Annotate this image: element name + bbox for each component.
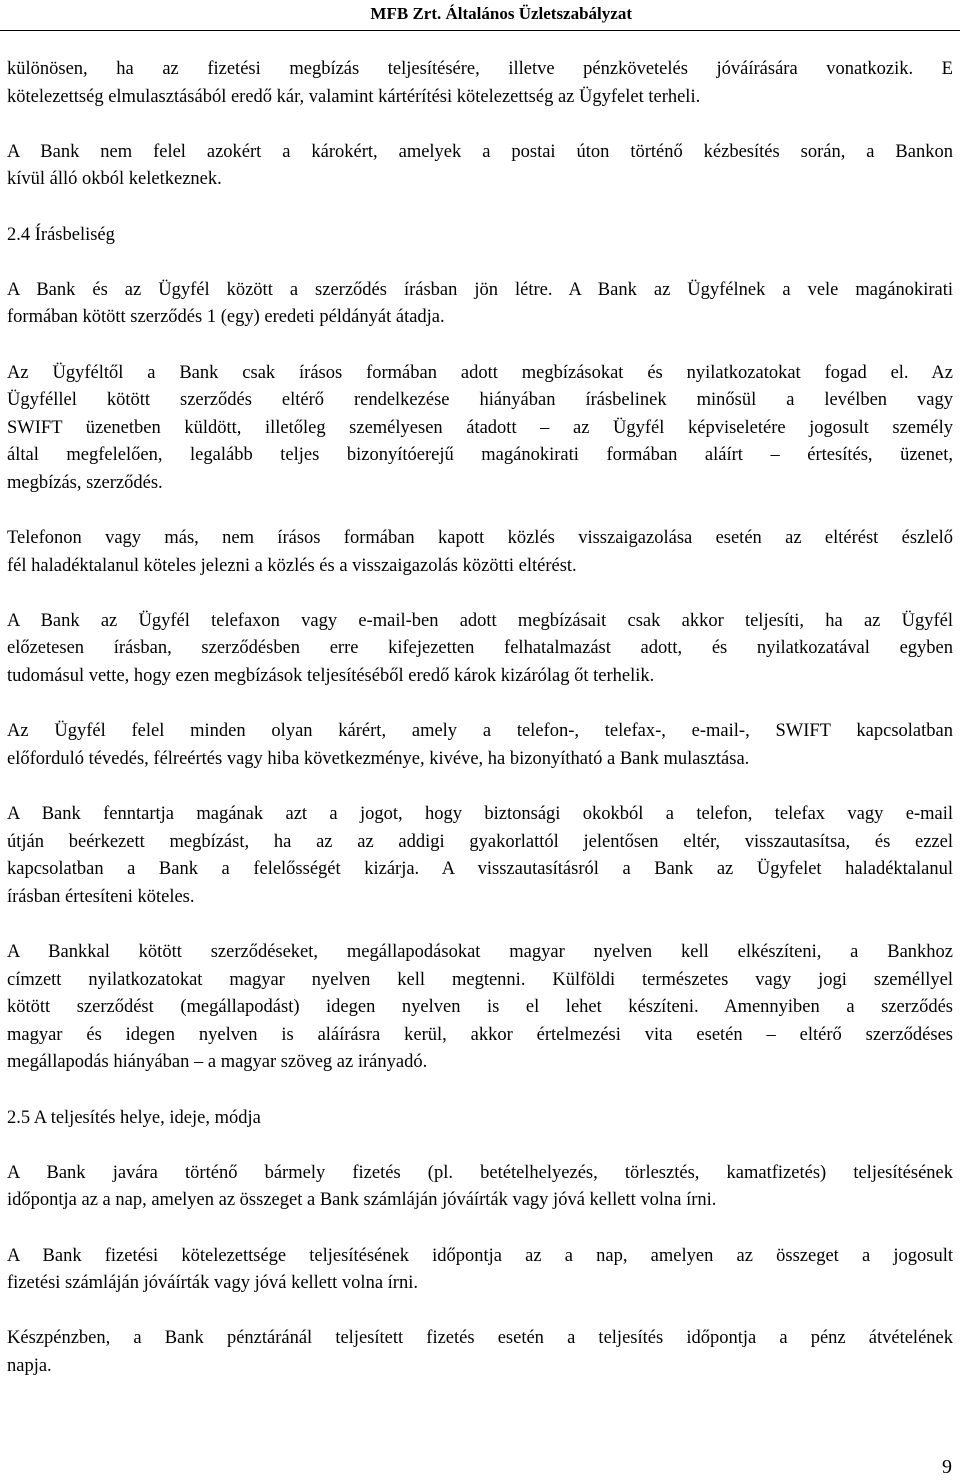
text-line: formában kötött szerződés 1 (egy) eredeti példányát átadja. [7, 307, 445, 328]
paragraph-bank-payment-obligation [7, 1243, 953, 1298]
document-body [7, 56, 953, 1381]
text-line: Ügyféllel kötött szerződés eltérő rendelkezése hiányában írásbelinek minősül a levélben vagy [7, 390, 953, 411]
text-line: Készpénzben, a Bank pénztáránál teljesített fizetés esetén a teljesítés időpontja a pénz átvételének [7, 1328, 953, 1349]
text-line: megállapodás hiányában – a magyar szöveg az irányadó. [7, 1052, 428, 1073]
text-line: megbízás, szerződés. [7, 472, 163, 493]
text-line: különösen, ha az fizetési megbízás teljesítésére, illetve pénzkövetelés jóváírására vonatkozik. E [7, 59, 953, 79]
text-line: A Bank fizetési kötelezettsége teljesítésének időpontja az a nap, amelyen az összeget a jogosult [7, 1245, 953, 1266]
paragraph-contract-language [7, 939, 953, 1077]
text-line: fél haladéktalanul köteles jelezni a közlés és a visszaigazolás közötti eltérést. [7, 555, 577, 576]
paragraph-cash-payment [7, 1325, 953, 1380]
text-line: kívül álló okból keletkeznek. [7, 169, 222, 190]
text-line: által megfelelően, legalább teljes bizonyítóerejű magánokirati formában aláírt – értesítés, üzenet, [7, 445, 953, 466]
header-rule [0, 30, 960, 31]
text-line: A Bank javára történő bármely fizetés (pl. betételhelyezés, törlesztés, kamatfizetés) teljesítésének [7, 1162, 953, 1183]
text-line: időpontja az a nap, amelyen az összeget a Bank számláján jóváírták vagy jóvá kellett volna írni. [7, 1190, 717, 1211]
text-line: A Bank és az Ügyfél között a szerződés írásban jön létre. A Bank az Ügyfélnek a vele magánokirati [7, 279, 953, 300]
document-header: MFB Zrt. Általános Üzletszabályzat [370, 4, 632, 23]
text-line: SWIFT üzenetben küldött, illetőleg személyesen átadott – az Ügyfél képviseletére jogosult személy [7, 417, 953, 438]
page-number: 9 [942, 1456, 952, 1478]
paragraph-postal-damage [7, 139, 953, 194]
text-line: kötelezettség elmulasztásából eredő kár, valamint kártérítési kötelezettség az Ügyfelet terheli. [7, 86, 701, 107]
text-line: Az Ügyfél felel minden olyan kárért, amely a telefon-, telefax-, e-mail-, SWIFT kapcsolatban [7, 721, 953, 742]
paragraph-client-liability [7, 718, 953, 773]
paragraph-written-orders [7, 360, 953, 498]
text-line: magyar és idegen nyelven is aláírásra kerül, akkor értelmezési vita esetén – eltérő szerződéses [7, 1024, 953, 1045]
text-line: Az Ügyféltől a Bank csak írásos formában adott megbízásokat és nyilatkozatokat fogad el. Az [7, 362, 953, 383]
paragraph-written-contract [7, 277, 953, 332]
paragraph-delivery-liability [7, 56, 953, 111]
text-line: fizetési számláján jóváírták vagy jóvá kellett volna írni. [7, 1273, 418, 1294]
section-heading-2-4: 2.4 Írásbeliség [7, 224, 115, 245]
text-line: előforduló tévedés, félreértés vagy hiba következménye, kivéve, ha bizonyítható a Bank mulasztása. [7, 748, 750, 769]
paragraph-security-rejection [7, 801, 953, 911]
text-line: előzetesen írásban, szerződésben erre kifejezetten felhatalmazást adott, és nyilatkozatával egyben [7, 638, 953, 659]
text-line: napja. [7, 1355, 52, 1376]
paragraph-phone-confirmation [7, 525, 953, 580]
text-line: A Bankkal kötött szerződéseket, megállapodásokat magyar nyelven kell elkészíteni, a Bankhoz [7, 942, 953, 962]
section-heading-2-5: 2.5 A teljesítés helye, ideje, módja [7, 1107, 261, 1128]
paragraph-fax-email-orders [7, 608, 953, 691]
paragraph-payment-to-bank [7, 1160, 953, 1215]
text-line: tudomásul vette, hogy ezen megbízások teljesítéséből eredő károk kizárólag őt terhelik. [7, 666, 655, 687]
text-line: kapcsolatban a Bank a felelősségét kizárja. A visszautasításról a Bank az Ügyfelet haladéktalanul [7, 859, 953, 880]
text-line: A Bank fenntartja magának azt a jogot, hogy biztonsági okokból a telefon, telefax vagy e-mail [7, 804, 953, 825]
text-line: útján beérkezett megbízást, ha az az addigi gyakorlattól jelentősen eltér, visszautasítsa, és ezzel [7, 831, 953, 852]
text-line: Telefonon vagy más, nem írásos formában kapott közlés visszaigazolása esetén az eltérést észlelő [7, 528, 953, 549]
text-line: címzett nyilatkozatokat magyar nyelven kell megtenni. Külföldi természetes vagy jogi személlyel [7, 969, 953, 990]
text-line: A Bank az Ügyfél telefaxon vagy e-mail-ben adott megbízásait csak akkor teljesíti, ha az Ügyfél [7, 610, 953, 631]
text-line: írásban értesíteni köteles. [7, 886, 195, 907]
text-line: kötött szerződést (megállapodást) idegen nyelven is el lehet készíteni. Amennyiben a szerződés [7, 997, 953, 1018]
text-line: A Bank nem felel azokért a károkért, amelyek a postai úton történő kézbesítés során, a Bankon [7, 141, 953, 162]
